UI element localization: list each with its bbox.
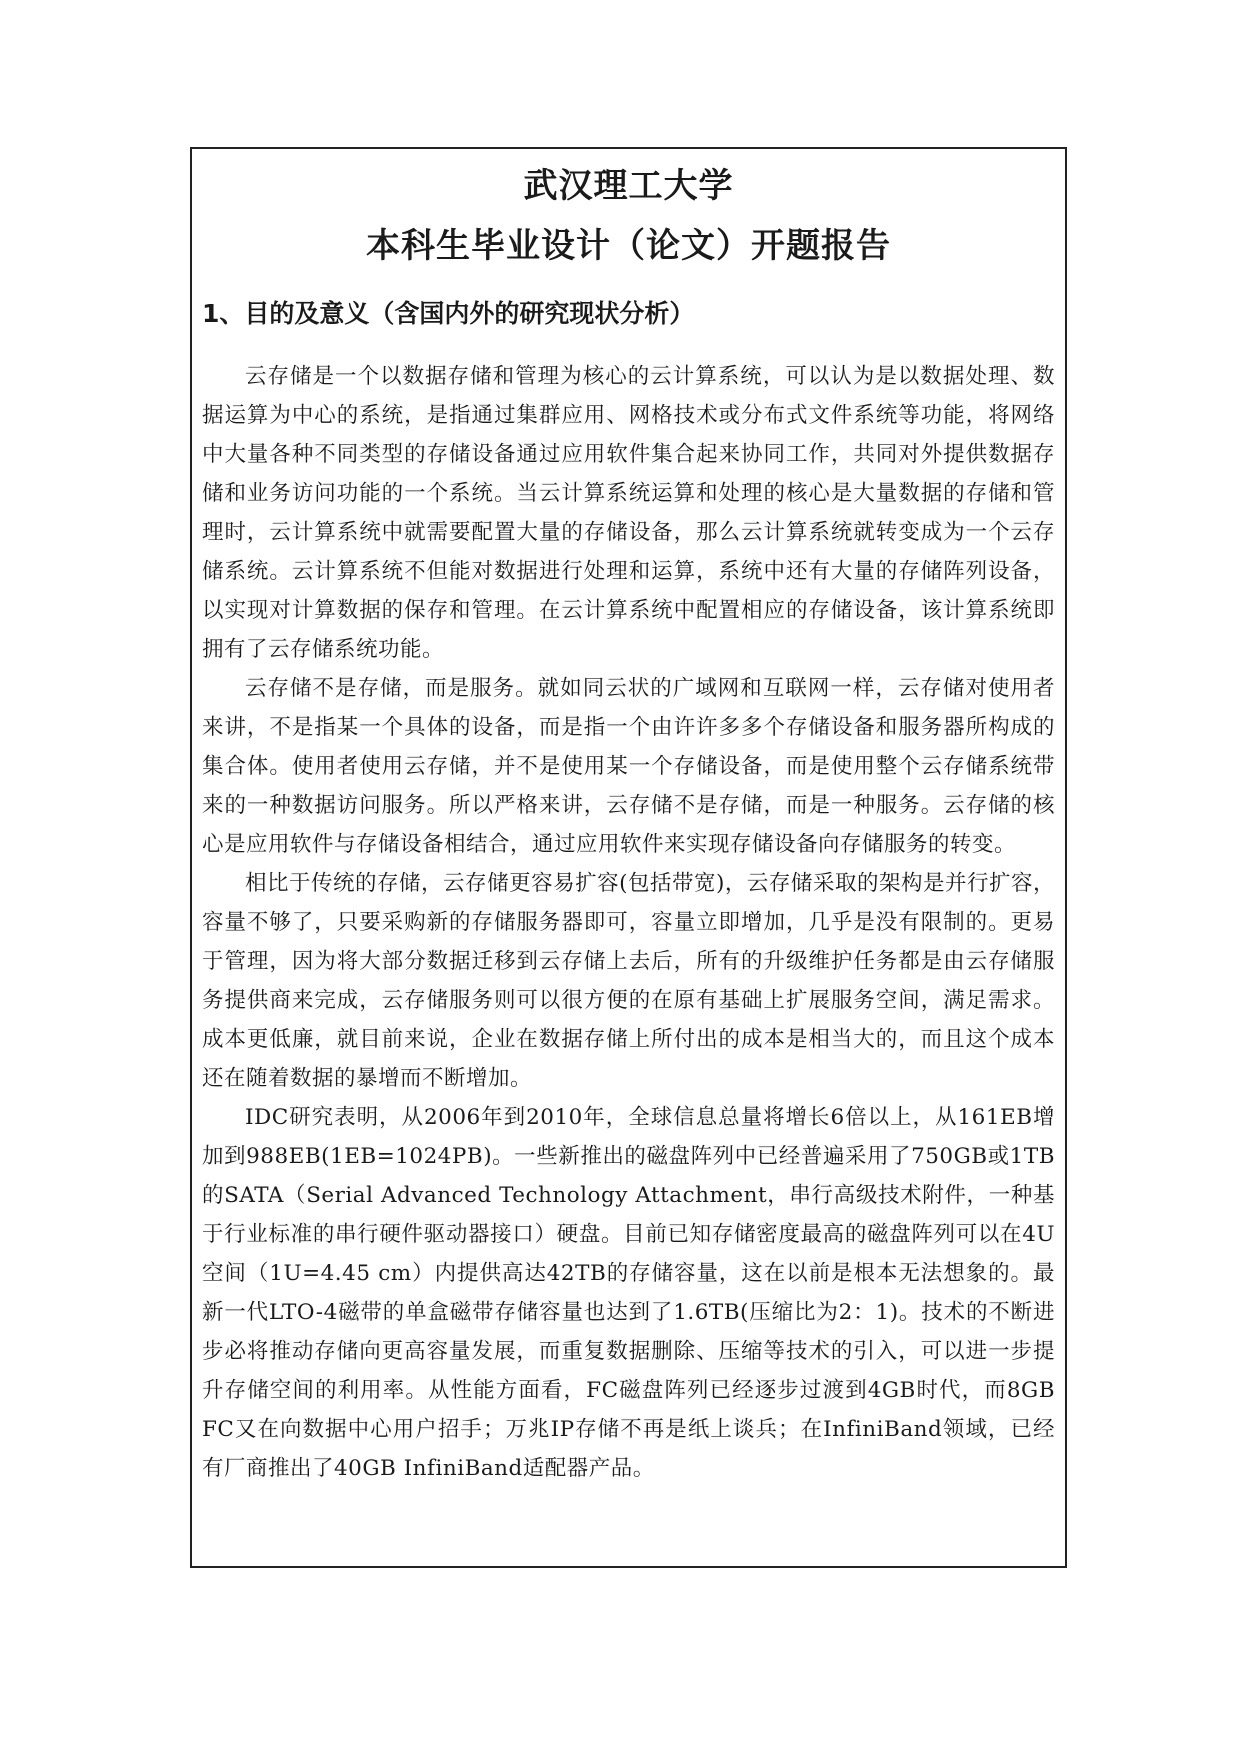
paragraph-1: 云存储是一个以数据存储和管理为核心的云计算系统，可以认为是以数据处理、数据运算为中心的系统，是指通过集群应用、网格技术或分布式文件系统等功能，将网络中大量各种不同类型的存储设备通过应用软件集合起来协同工作，共同对外提供数据存储和业务访问功能的一个系统。当云计算系统运算和处理的核心是大量数据的存储和管理时，云计算系统中就需要配置大量的存储设备，那么云计算系统就转变成为一个云存储系统。云计算系统不但能对数据进行处理和运算，系统中还有大量的存储阵列设备，以实现对计算数据的保存和管理。在云计算系统中配置相应的存储设备，该计算系统即拥有了云存储系统功能。: [202, 364, 1055, 662]
report-title: 本科生毕业设计（论文）开题报告: [366, 226, 891, 266]
university-title: 武汉理工大学: [523, 166, 734, 206]
section-heading: 1、目的及意义（含国内外的研究现状分析）: [202, 299, 695, 328]
paragraph-4: IDC研究表明，从2006年到2010年，全球信息总量将增长6倍以上，从161EB增加到988EB(1EB=1024PB)。一些新推出的磁盘阵列中已经普遍采用了750GB或1TB的SATA（Serial Advanced Technology Attachment，串行高级技术附件，一种基于行业标准的串行硬件驱动器接口）硬盘。目前已知存储密度最高的磁盘阵列可以在4U空间（1U=4.45 cm）内提供高达42TB的存储容量，这在以前是根本无法想象的。最新一代LTO-4磁带的单盒磁带存储容量也达到了1.6TB(压缩比为2：1)。技术的不断进步必将推动存储向更高容量发展，而重复数据删除、压缩等技术的引入，可以进一步提升存储空间的利用率。从性能方面看，FC磁盘阵列已经逐步过渡到4GB时代，而8GB FC又在向数据中心用户招手；万兆IP存储不再是纸上谈兵；在InfiniBand领域，已经有厂商推出了40GB InfiniBand适配器产品。: [202, 1105, 1055, 1481]
section-body: [202, 357, 1055, 1488]
paragraph-3: 相比于传统的存储，云存储更容易扩容(包括带宽)，云存储采取的架构是并行扩容，容量不够了，只要采购新的存储服务器即可，容量立即增加，几乎是没有限制的。更易于管理，因为将大部分数据迁移到云存储上去后，所有的升级维护任务都是由云存储服务提供商来完成，云存储服务则可以很方便的在原有基础上扩展服务空间，满足需求。成本更低廉，就目前来说，企业在数据存储上所付出的成本是相当大的，而且这个成本还在随着数据的暴增而不断增加。: [202, 871, 1055, 1091]
paragraph-2: 云存储不是存储，而是服务。就如同云状的广域网和互联网一样，云存储对使用者来讲，不是指某一个具体的设备，而是指一个由许许多多个存储设备和服务器所构成的集合体。使用者使用云存储，并不是使用某一个存储设备，而是使用整个云存储系统带来的一种数据访问服务。所以严格来讲，云存储不是存储，而是一种服务。云存储的核心是应用软件与存储设备相结合，通过应用软件来实现存储设备向存储服务的转变。: [202, 676, 1055, 857]
report-frame: [190, 147, 1067, 1568]
